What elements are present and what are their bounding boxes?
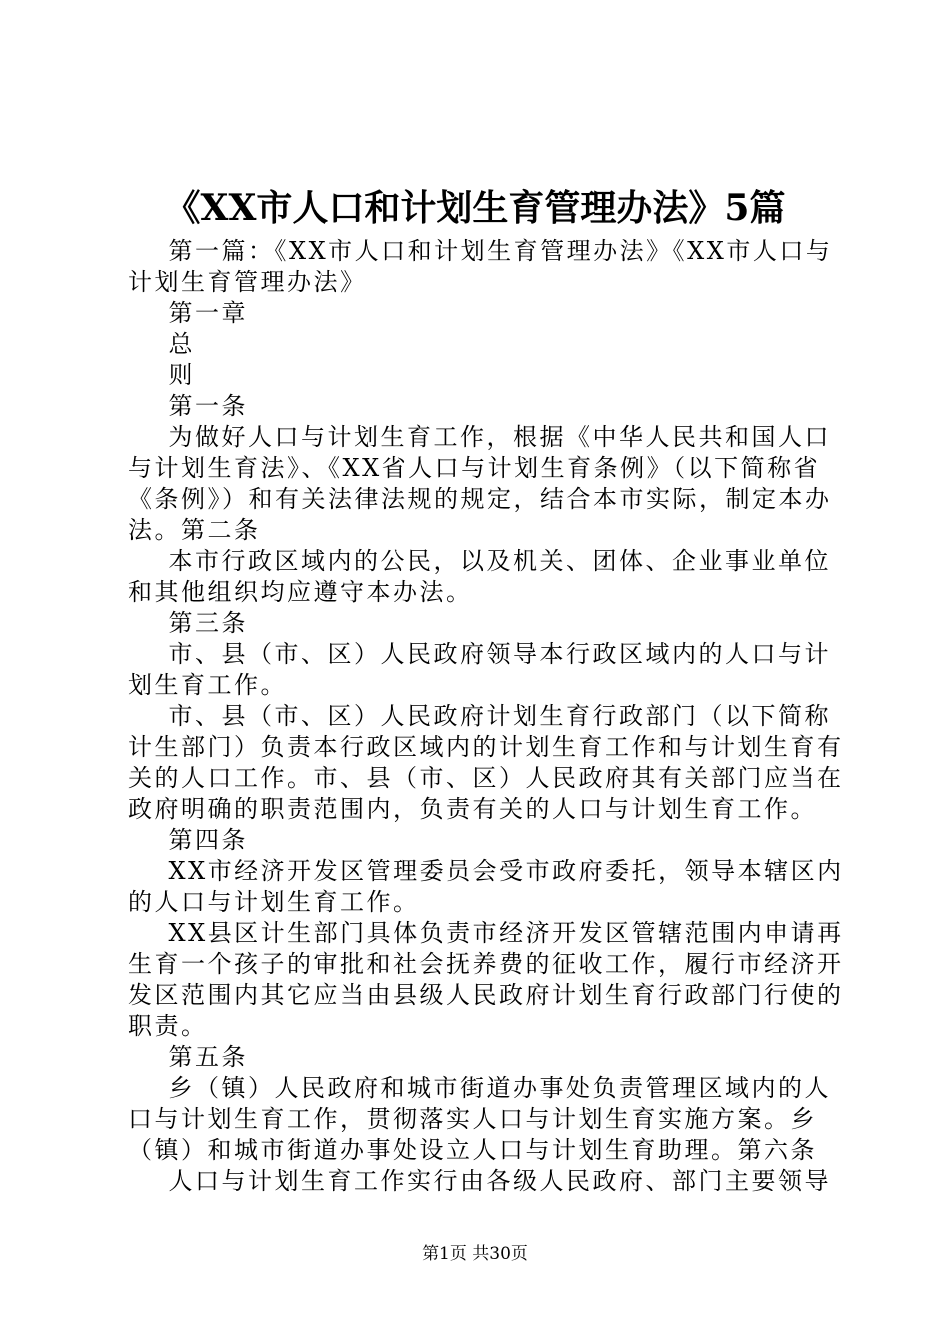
text-line: 计划生育管理办法》 (128, 268, 367, 296)
text-line: 为做好人口与计划生育工作，根据《中华人民共和国人口 (128, 423, 832, 451)
text-line: 和其他组织均应遵守本办法。 (128, 578, 473, 606)
text-line: 法。第二条 (128, 516, 261, 544)
text-line: 口与计划生育工作，贯彻落实人口与计划生育实施方案。乡 (128, 1105, 817, 1133)
text-line: 本市行政区域内的公民，以及机关、团体、企业事业单位 (128, 547, 832, 575)
text-line: 第五条 (128, 1043, 249, 1071)
text-line: 第一条 (128, 392, 249, 420)
text-line: 乡（镇）人民政府和城市街道办事处负责管理区域内的人 (128, 1074, 832, 1102)
text-line: 则 (128, 361, 196, 389)
text-line: 职责。 (128, 1012, 208, 1040)
text-line: 生育一个孩子的审批和社会抚养费的征收工作，履行市经济开 (128, 950, 844, 978)
text-line: 关的人口工作。市、县（市、区）人民政府其有关部门应当在 (128, 764, 844, 792)
text-line: 的人口与计划生育工作。 (128, 888, 420, 916)
text-line: 政府明确的职责范围内，负责有关的人口与计划生育工作。 (128, 795, 817, 823)
text-line: 市、县（市、区）人民政府领导本行政区域内的人口与计 (128, 640, 832, 668)
text-line: XX县区计生部门具体负责市经济开发区管辖范围内申请再 (128, 919, 844, 947)
document-body (128, 236, 844, 1197)
text-line: 第四条 (128, 826, 249, 854)
text-line: 与计划生育法》、《XX省人口与计划生育条例》（以下简称省 (128, 454, 821, 482)
text-line: （镇）和城市街道办事处设立人口与计划生育助理。第六条 (128, 1136, 817, 1164)
text-line: 发区范围内其它应当由县级人民政府计划生育行政部门行使的 (128, 981, 844, 1009)
text-line: XX市经济开发区管理委员会受市政府委托，领导本辖区内 (128, 857, 844, 885)
document-title: 《XX市人口和计划生育管理办法》5篇 (164, 187, 786, 229)
text-line: 《条例》）和有关法律法规的规定，结合本市实际，制定本办 (128, 485, 832, 513)
text-line: 计生部门）负责本行政区域内的计划生育工作和与计划生育有 (128, 733, 844, 761)
page-footer: 第1页 共30页 (422, 1244, 528, 1264)
text-line: 第一篇：《XX市人口和计划生育管理办法》《XX市人口与 (128, 237, 833, 265)
text-line: 总 (128, 330, 196, 358)
text-line: 第三条 (128, 609, 249, 637)
text-line: 划生育工作。 (128, 671, 287, 699)
text-line: 人口与计划生育工作实行由各级人民政府、部门主要领导 (128, 1167, 832, 1195)
text-line: 市、县（市、区）人民政府计划生育行政部门（以下简称 (128, 702, 832, 730)
text-line: 第一章 (128, 299, 249, 327)
